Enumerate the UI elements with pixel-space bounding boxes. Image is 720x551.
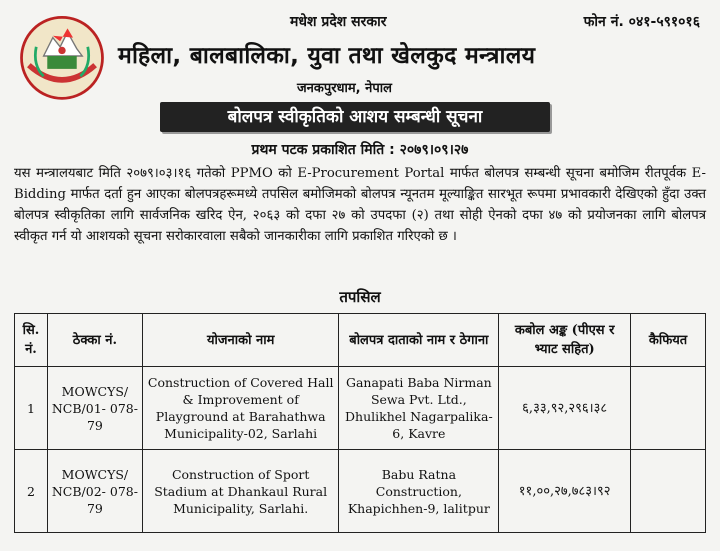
header-sn: सि. नं.	[15, 314, 48, 367]
nepal-emblem-icon	[16, 10, 108, 102]
cell-remarks	[631, 367, 706, 450]
published-date: प्रथम पटक प्रकाशित मिति : २०७९।०९।२७	[251, 142, 469, 158]
phone-number: फोन नं. ०४१-५९१०१६	[583, 14, 700, 30]
table-row	[15, 450, 706, 533]
cell-project: Construction of Sport Stadium at Dhankaul Rural Municipality, Sarlahi.	[142, 450, 339, 533]
cell-amount: ६,३३,९२,२९६।३८	[499, 367, 631, 450]
cell-bidder: Babu Ratna Construction, Khapichhen-9, lalitpur	[339, 450, 499, 533]
table-header-row	[15, 314, 706, 367]
header-amount: कबोल अङ्क (पीएस र भ्याट सहित)	[499, 314, 631, 367]
header-bidder: बोलपत्र दाताको नाम र ठेगाना	[339, 314, 499, 367]
header-contract-no: ठेक्का नं.	[47, 314, 142, 367]
header-project: योजनाको नाम	[142, 314, 339, 367]
table-row	[15, 367, 706, 450]
cell-contract-no: MOWCYS/ NCB/01- 078-79	[47, 367, 142, 450]
government-name: मधेश प्रदेश सरकार	[290, 14, 387, 30]
cell-bidder: Ganapati Baba Nirman Sewa Pvt. Ltd., Dhulikhel Nagarpalika-6, Kavre	[339, 367, 499, 450]
notice-title: बोलपत्र स्वीकृतिको आशय सम्बन्धी सूचना	[160, 102, 550, 132]
ministry-address: जनकपुरधाम, नेपाल	[297, 81, 392, 96]
cell-sn: 1	[15, 367, 48, 450]
schedule-heading: तपसिल	[339, 288, 381, 306]
cell-project: Construction of Covered Hall & Improvement of Playground at Barahathwa Municipality-02, Sarlahi	[142, 367, 339, 450]
bid-table	[14, 313, 706, 533]
header-remarks: कैफियत	[631, 314, 706, 367]
cell-remarks	[631, 450, 706, 533]
cell-contract-no: MOWCYS/ NCB/02- 078-79	[47, 450, 142, 533]
notice-body: यस मन्त्रालयबाट मिति २०७९।०३।१६ गतेको PPMO को E-Procurement Portal मार्फत बोलपत्र सम्बन्धी सूचना बमोजिम रीतपूर्वक E-Bidding मार्फत दर्ता हुन आएका बोलपत्रहरूमध्ये तपसिल बमोजिमको बोलपत्र न्यूनतम मूल्याङ्कित सारभूत रूपमा प्रभावकारी देखिएको हुँदा उक्त बोलपत्र स्वीकृतिका लागि सार्वजनिक खरिद ऐन, २०६३ को दफा २७ को उपदफा (२) तथा सोही ऐनको दफा ४७ को प्रयोजनका लागि बोलपत्र स्वीकृत गर्न यो आशयको सूचना सरोकारवाला सबैको जानकारीका लागि प्रकाशित गरिएको छ ।	[14, 166, 706, 244]
ministry-name: महिला, बालबालिका, युवा तथा खेलकुद मन्त्रालय	[118, 43, 536, 69]
cell-sn: 2	[15, 450, 48, 533]
cell-amount: ११,००,२७,७८३।९२	[499, 450, 631, 533]
